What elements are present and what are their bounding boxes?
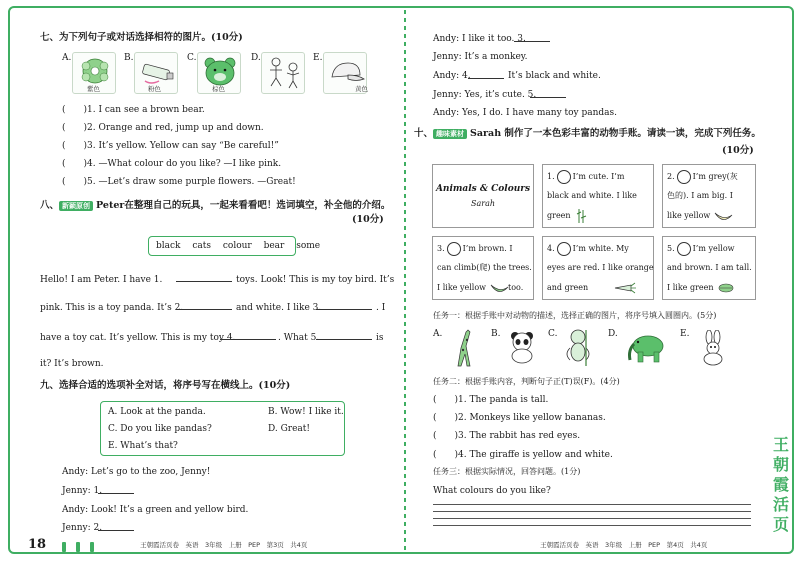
answer-circle-1[interactable] xyxy=(557,170,571,184)
q8-p1b: toys. Look! This is my toy bird. It’s xyxy=(236,275,395,285)
task2-item-1: ( )1. The panda is tall. xyxy=(433,395,549,405)
blank-3[interactable] xyxy=(316,300,372,310)
q8-p3a: have a toy cat. It’s yellow. This is my toy 4. xyxy=(40,333,236,343)
task1-letter-a: A. xyxy=(433,329,443,339)
page-divider xyxy=(404,10,406,550)
dialog-line-1: Andy: I like it too. 3. xyxy=(433,34,526,44)
q9-opt-c: C. Do you like pandas? xyxy=(108,424,212,434)
banana-icon-2 xyxy=(489,281,509,295)
q7-letter-d: D. xyxy=(251,53,261,63)
panda-icon xyxy=(508,330,536,364)
q7-title: 七、为下列句子或对话选择相符的图片。(10分) xyxy=(40,32,243,43)
q7-item-2: ( )2. Orange and red, jump up and down. xyxy=(62,123,264,133)
q8-p2a: pink. This is a toy panda. It’s 2. xyxy=(40,303,184,313)
q7-label-c: 棕色 xyxy=(212,85,225,93)
journal-card-4: 4. I’m white. My eyes are red. I like orange and green xyxy=(542,236,654,300)
q8-p2c: . I xyxy=(376,303,386,313)
blank-5[interactable] xyxy=(316,330,372,340)
answer-line-4[interactable] xyxy=(433,525,751,526)
q8-p3c: is xyxy=(376,333,384,343)
q7-letter-a: A. xyxy=(62,53,72,63)
q9-opt-d: D. Great! xyxy=(268,424,311,434)
giraffe-icon xyxy=(452,328,476,368)
journal-author: Sarah xyxy=(471,199,495,208)
answer-line-1[interactable] xyxy=(433,504,751,505)
journal-title: Animals & Colours xyxy=(435,184,531,194)
q10-score: (10分) xyxy=(722,145,754,156)
q7-item-5: ( )5. —Let’s draw some purple flowers. —Great! xyxy=(62,177,296,187)
q9-opt-e: E. What’s that? xyxy=(108,441,178,451)
q10-title xyxy=(414,128,761,140)
task1-letter-b: B. xyxy=(491,329,501,339)
q8-title xyxy=(40,200,390,212)
kids-icon xyxy=(262,53,306,95)
task1-letter-e: E. xyxy=(680,329,690,339)
dialog-line-3b: It’s black and white. xyxy=(508,71,601,81)
journal-card-3: 3. I’m brown. I can climb(爬) the trees. I like yellow too. xyxy=(432,236,534,300)
q7-label-a: 紫色 xyxy=(87,85,100,93)
q7-label-b: 粉色 xyxy=(148,85,161,93)
leaf-icon xyxy=(717,281,735,295)
q7-letter-b: B. xyxy=(124,53,134,63)
carrot-icon xyxy=(613,281,637,295)
journal-cover xyxy=(432,164,534,228)
rabbit-icon xyxy=(698,330,728,366)
q10-tag: 趣味素材 xyxy=(433,129,467,139)
blank-2[interactable] xyxy=(176,300,232,310)
q9-blank-4[interactable] xyxy=(468,69,504,79)
side-brand-text: 王朝霞活页 xyxy=(772,435,789,534)
dialog-line-3: Andy: 4. xyxy=(433,71,471,81)
blank-4[interactable] xyxy=(220,330,276,340)
q8-title-text: Peter在整理自己的玩具，一起来看看吧！选词填空，补全他的介绍。 xyxy=(96,200,391,211)
banana-icon xyxy=(713,209,733,223)
q8-p4: it? It’s brown. xyxy=(40,359,104,369)
q9-line-3: Andy: Look! It’s a green and yellow bird. xyxy=(62,505,249,515)
footer-decoration xyxy=(62,542,132,552)
word-bank-text: black cats colour bear some xyxy=(156,241,321,251)
answer-circle-2[interactable] xyxy=(677,170,691,184)
task2-item-2: ( )2. Monkeys like yellow bananas. xyxy=(433,413,606,423)
answer-circle-5[interactable] xyxy=(677,242,691,256)
monkey-icon xyxy=(564,328,594,366)
journal-card-1: 1. I’m cute. I’m black and white. I like green xyxy=(542,164,654,228)
task1-letter-c: C. xyxy=(548,329,558,339)
q9-blank-3[interactable] xyxy=(514,32,550,42)
q9-title: 九、选择合适的选项补全对话，将序号写在横线上。(10分) xyxy=(40,380,291,391)
q9-line-2: Jenny: 1. xyxy=(62,486,103,496)
dialog-line-2: Jenny: It’s a monkey. xyxy=(433,52,528,62)
page-number: 18 xyxy=(28,537,47,552)
q9-line-1: Andy: Let’s go to the zoo, Jenny! xyxy=(62,467,211,477)
dialog-line-5: Andy: Yes, I do. I have many toy pandas. xyxy=(433,108,618,118)
task1-letter-d: D. xyxy=(608,329,618,339)
q7-letter-e: E. xyxy=(313,53,323,63)
blank-1[interactable] xyxy=(176,272,232,282)
answer-line-2[interactable] xyxy=(433,511,751,512)
q8-p2b: and white. I like 3. xyxy=(236,303,322,313)
jumping-kids-picture xyxy=(261,52,305,94)
q10-title-text: Sarah 制作了一本色彩丰富的动物手账。请读一读，完成下列任务。 xyxy=(470,128,761,139)
q8-score: (10分) xyxy=(352,214,384,225)
task3-question: What colours do you like? xyxy=(433,486,551,496)
q10-num: 十、 xyxy=(414,128,434,139)
q7-item-4: ( )4. —What colour do you like? —I like pink. xyxy=(62,159,282,169)
q9-line-4: Jenny: 2. xyxy=(62,523,103,533)
task2-item-4: ( )4. The giraffe is yellow and white. xyxy=(433,450,613,460)
q7-item-3: ( )3. It’s yellow. Yellow can say “Be careful!” xyxy=(62,141,279,151)
footer-right: 王朝霞活页卷 英语 3年级 上册 PEP 第4页 共4页 xyxy=(540,541,708,549)
answer-circle-3[interactable] xyxy=(447,242,461,256)
q7-label-e: 黄色 xyxy=(355,85,368,93)
elephant-icon xyxy=(626,332,666,364)
footer-left: 王朝霞活页卷 英语 3年级 上册 PEP 第3页 共4页 xyxy=(140,541,308,549)
task3-text: 任务三：根据实际情况，回答问题。(1分) xyxy=(433,467,581,476)
q8-num: 八、 xyxy=(40,200,60,211)
q9-blank-5[interactable] xyxy=(530,88,566,98)
q7-letter-c: C. xyxy=(187,53,197,63)
answer-circle-4[interactable] xyxy=(557,242,571,256)
q9-opt-b: B. Wow! I like it. xyxy=(268,407,344,417)
answer-line-3[interactable] xyxy=(433,518,751,519)
q9-blank-2[interactable] xyxy=(98,521,134,531)
journal-card-2: 2. I’m grey(灰 色的). I am big. I like yellow xyxy=(662,164,756,228)
bamboo-icon xyxy=(573,208,589,224)
task2-item-3: ( )3. The rabbit has red eyes. xyxy=(433,431,581,441)
q9-blank-1[interactable] xyxy=(98,484,134,494)
q9-opt-a: A. Look at the panda. xyxy=(108,407,206,417)
q8-tag: 新颖原创 xyxy=(59,201,93,211)
task1-text: 任务一：根据手账中对动物的描述，选择正确的图片，将序号填入圆圈内。(5分) xyxy=(433,311,717,320)
dialog-line-4: Jenny: Yes, it’s cute. 5. xyxy=(433,90,537,100)
q7-item-1: ( )1. I can see a brown bear. xyxy=(62,105,205,115)
task2-text: 任务二：根据手账内容，判断句子正(T)误(F)。(4分) xyxy=(433,377,620,386)
journal-card-5: 5. I’m yellow and brown. I am tall. I like green xyxy=(662,236,756,300)
q8-p3b: . What 5. xyxy=(278,333,320,343)
q8-p1a: Hello! I am Peter. I have 1. xyxy=(40,275,163,285)
